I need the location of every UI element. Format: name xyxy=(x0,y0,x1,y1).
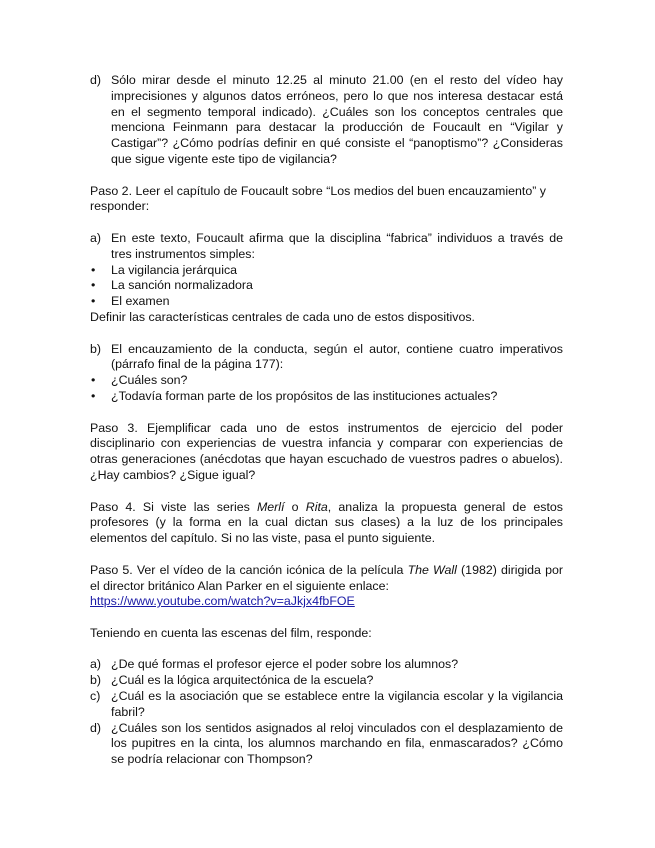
step5-question-b xyxy=(90,673,563,689)
question-text: ¿Cuál es la asociación que se establece entre la vigilancia escolar y la vigilancia fabril? xyxy=(111,689,563,719)
step5-text-1: Paso 5. Ver el vídeo de la canción icónica de la película xyxy=(90,562,408,577)
step2-item-b xyxy=(90,342,563,374)
bullet-text: ¿Cuáles son? xyxy=(111,373,188,388)
step5-question-d xyxy=(90,721,563,768)
step2-item-a-text: En este texto, Foucault afirma que la disciplina “fabrica” individuos a través de tres instrumentos simples: xyxy=(111,230,563,261)
step4-text-2: o xyxy=(284,499,306,514)
bullet-icon: • xyxy=(91,294,96,309)
bullet-text: ¿Todavía forman parte de los propósitos de las instituciones actuales? xyxy=(111,388,498,403)
bullet-text: La sanción normalizadora xyxy=(111,278,253,293)
bullet-item xyxy=(90,263,563,279)
question-text: ¿Cuál es la lógica arquitectónica de la escuela? xyxy=(111,673,374,688)
question-text: ¿De qué formas el profesor ejerce el poder sobre los alumnos? xyxy=(111,657,459,672)
list-marker: d) xyxy=(90,73,102,87)
step5-question-c xyxy=(90,689,563,721)
step1-item-d xyxy=(90,73,563,168)
step4-paragraph xyxy=(90,500,563,547)
step5-link-line xyxy=(90,594,563,610)
bullet-item xyxy=(90,294,563,310)
list-marker: b) xyxy=(90,673,102,688)
bullet-icon: • xyxy=(91,388,96,403)
list-marker: b) xyxy=(90,341,102,356)
list-marker: d) xyxy=(90,720,102,735)
list-marker: c) xyxy=(90,689,101,704)
step2-item-b-text: El encauzamiento de la conducta, según el autor, contiene cuatro imperativos (párrafo final de la página 177): xyxy=(111,341,563,372)
step5-question-a xyxy=(90,657,563,673)
list-marker: a) xyxy=(90,657,102,672)
step2-item-a xyxy=(90,231,563,263)
youtube-link[interactable]: https://www.youtube.com/watch?v=aJkjx4fbFOE xyxy=(90,594,355,609)
step1-item-d-text: Sólo mirar desde el minuto 12.25 al minuto 21.00 (en el resto del vídeo hay imprecisiones y algunos datos erróneos, pero lo que nos interesa destacar está en el segmento temporal indicado). ¿Cuáles son los conceptos centrales que menciona Feinmann para destacar la producción de Foucault en “Vigilar y Castigar”? ¿Cómo podrías definir en qué consiste el “panoptismo”? ¿Consideras que sigue vigente este tipo de vigilancia? xyxy=(111,73,563,166)
step5-text-2: (1982) dirigida por el director británico Alan Parker en el siguiente enlace: xyxy=(90,562,563,593)
series-title-merli: Merlí xyxy=(256,499,285,514)
step5-prompt: Teniendo en cuenta las escenas del film, responde: xyxy=(90,625,372,640)
bullet-icon: • xyxy=(91,278,96,293)
film-title: The Wall xyxy=(407,562,457,577)
bullet-item xyxy=(90,389,563,405)
bullet-text: El examen xyxy=(111,294,170,309)
step2-closing-a: Definir las características centrales de cada uno de estos dispositivos. xyxy=(90,309,475,324)
bullet-item xyxy=(90,278,563,294)
question-text: ¿Cuáles son los sentidos asignados al reloj vinculados con el desplazamiento de los pupitres en la cinta, los alumnos marchando en fila, enmascarados? ¿Cómo se podría relacionar con Thompson? xyxy=(111,720,563,767)
step5-paragraph xyxy=(90,563,563,595)
step4-text-3: , analiza la propuesta general de estos profesores (y la forma en la cual dictan sus clases) a la luz de los principales elementos del capítulo. Si no las viste, pasa el punto siguiente. xyxy=(90,499,563,546)
step3-paragraph: Paso 3. Ejemplificar cada uno de estos instrumentos de ejercicio del poder disciplinario con experiencias de vuestra infancia y comparar con experiencias de otras generaciones (anécdotas que hayan escuchado de vuestros padres o abuelos). ¿Hay cambios? ¿Sigue igual? xyxy=(90,420,563,482)
step4-text-1: Paso 4. Si viste las series xyxy=(90,499,257,514)
list-marker: a) xyxy=(90,230,102,245)
bullet-text: La vigilancia jerárquica xyxy=(111,262,238,277)
bullet-item xyxy=(90,373,563,389)
step2-intro: Paso 2. Leer el capítulo de Foucault sobre “Los medios del buen encauzamiento” y responder: xyxy=(90,183,546,214)
bullet-icon: • xyxy=(91,373,96,388)
document-page xyxy=(90,73,563,768)
series-title-rita: Rita xyxy=(305,499,328,514)
bullet-icon: • xyxy=(91,262,96,277)
